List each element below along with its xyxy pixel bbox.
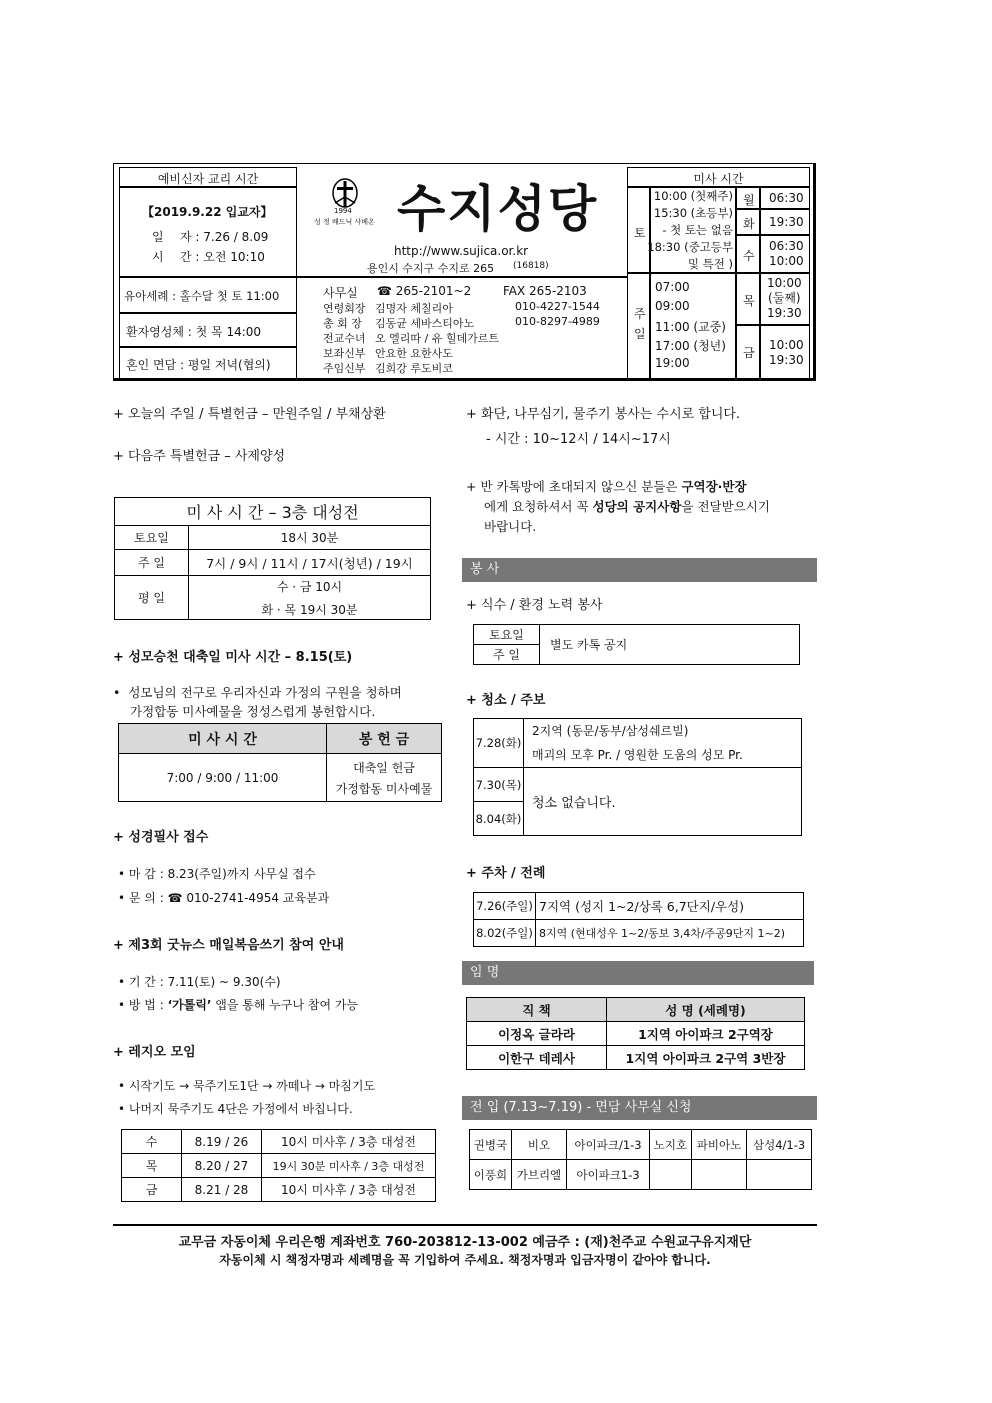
saturday-time: 및 특전 ) (687, 257, 733, 271)
legio-bullet: • 시작기도 → 묵주기도1단 → 까떼나 → 마침기도 (118, 1079, 376, 1093)
bible-inquiry: • 문 의 : ☎ 010-2741-4954 교육분과 (118, 891, 330, 905)
kakao-text: + 반 카톡방에 초대되지 않으신 분들은 (466, 479, 682, 494)
meal-note: 별도 카톡 공지 (540, 625, 800, 665)
legio-day: 금 (122, 1178, 182, 1202)
saturday-time: - 첫 토는 없음 (662, 223, 733, 237)
catechism-time: 간 : 오전 10:10 (180, 250, 265, 264)
legio-dates: 8.19 / 26 (182, 1130, 262, 1154)
staff-phone: 010-8297-4989 (515, 315, 600, 328)
kakao-line-2 (484, 497, 770, 515)
sunday-times-box (650, 273, 736, 379)
transfer-cell: 아이파크1-3 (567, 1160, 650, 1190)
transfer-cell: 파비아노 (691, 1130, 746, 1160)
mass-schedule-title: 미 사 시 간 – 3층 대성전 (115, 498, 431, 526)
mass-day-value: 18시 30분 (189, 526, 431, 550)
transfer-cell: 삼성4/1-3 (747, 1130, 812, 1160)
cleaning-date: 7.30(목) (474, 768, 524, 802)
transfer-cell (747, 1160, 812, 1190)
weekday-time: 10:00 19:30 (769, 338, 804, 367)
weekday-label: 화 (743, 217, 755, 231)
mass-schedule-table (114, 497, 431, 620)
goodnews-method-pre: • 방 법 : (118, 998, 168, 1012)
staff-role: 전교수녀 (323, 332, 366, 345)
weekday-label-box (736, 187, 760, 209)
weekday-time: 10:00 (둘째) 19:30 (767, 276, 802, 320)
parking-detail: 8지역 (현대성우 1~2/동보 3,4차/주공9단지 1~2) (536, 920, 804, 947)
weekday-time: 06:30 (769, 191, 804, 205)
staff-role: 총 회 장 (323, 317, 362, 330)
saturday-times-box (647, 187, 736, 273)
footer-line-1: 교무금 자동이체 우리은행 계좌번호 760-203812-13-002 예금주 : (재)천주교 수원교구유지재단 (178, 1235, 752, 1250)
kakao-bold: 성당의 공지사항 (592, 499, 682, 514)
transfer-cell: 이풍희 (470, 1160, 512, 1190)
assumption-table (118, 723, 442, 802)
mass-weekday-line: 수 · 금 10시 (276, 579, 343, 594)
meal-day: 토요일 (474, 625, 540, 645)
weekday-time: 06:30 10:00 (769, 239, 804, 268)
transfer-table (469, 1129, 812, 1190)
footer-divider (113, 1224, 817, 1226)
weekday-time-box (760, 273, 810, 325)
logo-caption: 성 정 배드닉 사베온 (314, 218, 375, 226)
cleaning-heading: + 청소 / 주보 (466, 693, 546, 708)
meal-heading: + 식수 / 환경 노력 봉사 (466, 598, 603, 613)
sunday-time: 09:00 (655, 299, 690, 313)
transfer-cell: 노지호 (650, 1130, 692, 1160)
bullet-icon: • (113, 685, 121, 700)
cleaning-table (473, 718, 802, 836)
assumption-text: 성모님의 전구로 우리자신과 가정의 구원을 청하며 (128, 685, 402, 700)
office-label: 사무실 (323, 286, 358, 300)
weekday-time-box (760, 235, 810, 273)
office-phone: ☎ 265-2101~2 (377, 284, 472, 298)
meal-day: 주 일 (474, 645, 540, 665)
weekday-time: 19:30 (769, 215, 804, 229)
catechism-info-box (119, 187, 297, 277)
goodnews-heading: + 제3회 굿뉴스 매일복음쓰기 참여 안내 (113, 938, 344, 953)
goodnews-period: • 기 간 : 7.11(토) ~ 9.30(수) (118, 975, 281, 989)
website-link[interactable]: http://www.sujica.or.kr (394, 244, 529, 258)
weekday-label: 금 (743, 346, 755, 360)
assumption-heading: + 성모승천 대축일 미사 시간 – 8.15(토) (113, 650, 353, 665)
legio-dates: 8.21 / 28 (182, 1178, 262, 1202)
cleaning-detail: 매괴의 모후 Pr. / 영원한 도움의 성모 Pr. (532, 748, 743, 762)
mass-day-label: 주 일 (115, 550, 189, 576)
bible-heading: + 성경필사 접수 (113, 830, 209, 845)
cleaning-detail-cell (524, 719, 802, 768)
notice-offering-next: + 다음주 특별헌금 – 사제양성 (113, 449, 286, 464)
catechism-time-label: 시 (152, 250, 164, 264)
staff-role: 보좌신부 (323, 347, 366, 360)
goodnews-method-post: 앱을 통해 누구나 참여 가능 (211, 998, 359, 1012)
transfer-cell: 권병국 (470, 1130, 512, 1160)
weekday-label: 목 (743, 294, 755, 308)
staff-name: 안요한 요한사도 (375, 347, 453, 360)
saturday-time: 15:30 (초등부) (653, 206, 733, 220)
catechism-period-label: 일 (152, 230, 164, 244)
weekday-time-box (760, 209, 810, 235)
appointment-col: 성 명 (세례명) (607, 998, 805, 1022)
catechism-title: 예비신자 교리 시간 (157, 172, 259, 186)
sick-communion: 환자영성체 : 첫 목 14:00 (126, 325, 262, 339)
parking-detail: 7지역 (성지 1~2/상록 6,7단지/우성) (536, 893, 804, 920)
sunday-label-box (627, 273, 650, 379)
assumption-text-2: 가정합동 미사예물을 정성스럽게 봉헌합시다. (130, 704, 376, 719)
mass-day-label: 토요일 (115, 526, 189, 550)
mass-day-label: 평 일 (115, 576, 189, 620)
staff-name: 김희강 루도비코 (375, 362, 453, 375)
assumption-col-times: 미 사 시 간 (119, 724, 327, 754)
assumption-times: 7:00 / 9:00 / 11:00 (119, 754, 327, 802)
sick-communion-box (119, 313, 297, 347)
parking-table (473, 892, 804, 947)
mass-weekday-line: 화 · 목 19시 30분 (261, 602, 358, 617)
sunday-label: 주 일 (634, 307, 646, 341)
legio-day: 목 (122, 1154, 182, 1178)
weekday-label-box (736, 209, 760, 235)
saturday-label-box (627, 187, 650, 273)
mass-day-value: 7시 / 9시 / 11시 / 17시(청년) / 19시 (189, 550, 431, 576)
goodnews-method-app: ‘가톨릭’ (167, 998, 212, 1012)
transfer-cell: 아이파크/1-3 (567, 1130, 650, 1160)
marriage-box (119, 347, 297, 379)
staff-phone: 010-4227-1544 (515, 300, 600, 313)
cleaning-date: 8.04(화) (474, 802, 524, 836)
appointee-name: 이정옥 글라라 (467, 1022, 607, 1046)
sunday-time: 07:00 (655, 280, 690, 294)
mass-title-box (627, 167, 810, 187)
weekday-label-box (736, 325, 760, 379)
appointment-section-bar: 임 명 (462, 961, 814, 985)
address: 용인시 수지구 수지로 265 (367, 262, 495, 275)
staff-name: 오 엘리따 / 유 힐데가르트 (375, 332, 499, 345)
mass-weekday-cell (189, 576, 431, 620)
legio-table (121, 1129, 436, 1202)
logo-year: 1994 (334, 207, 352, 215)
notice-offering-today: + 오늘의 주일 / 특별헌금 – 만원주일 / 부채상환 (113, 407, 386, 422)
appointee-role: 1지역 아이파크 2구역장 (607, 1022, 805, 1046)
catechism-period: 자 : 7.26 / 8.09 (180, 230, 269, 244)
infant-baptism-box (119, 277, 297, 313)
infant-baptism: 유아세례 : 홀수달 첫 토 11:00 (124, 289, 280, 303)
saturday-time: 18:30 (중고등부 (647, 240, 733, 254)
flower-notice: + 화단, 나무심기, 물주기 봉사는 수시로 합니다. (466, 407, 741, 422)
kakao-bold: 구역장·반장 (681, 479, 747, 494)
catechism-title-box (119, 167, 297, 187)
sunday-time: 11:00 (교중) (655, 320, 726, 334)
weekday-label-box (736, 235, 760, 273)
staff-role: 연령회장 (323, 302, 366, 315)
church-name: 수지성당 (397, 180, 599, 238)
office-box (297, 277, 627, 379)
flower-time: - 시간 : 10~12시 / 14시~17시 (486, 432, 671, 447)
transfer-cell (650, 1160, 692, 1190)
cleaning-detail: 2지역 (동문/동부/삼성쉐르빌) (532, 724, 689, 738)
legio-place: 19시 30분 미사후 / 3층 대성전 (262, 1154, 436, 1178)
saturday-label: 토 (634, 226, 646, 240)
staff-name: 김명자 체칠리아 (375, 302, 453, 315)
kakao-line-3: 바랍니다. (484, 519, 537, 534)
assumption-offering-cell (327, 754, 442, 802)
legio-place: 10시 미사후 / 3층 대성전 (262, 1178, 436, 1202)
postal-code: (16818) (513, 261, 549, 271)
kakao-text: 을 전달받으시기 (681, 499, 770, 514)
legio-place: 10시 미사후 / 3층 대성전 (262, 1130, 436, 1154)
marriage: 혼인 면담 : 평일 저녁(협의) (126, 358, 271, 372)
transfer-cell: 가브리엘 (511, 1160, 566, 1190)
weekday-label: 수 (743, 249, 755, 263)
transfer-cell (691, 1160, 746, 1190)
appointment-table (466, 997, 805, 1070)
staff-role: 주임신부 (323, 362, 366, 375)
parking-heading: + 주차 / 전례 (466, 866, 546, 881)
office-fax: FAX 265-2103 (503, 284, 587, 298)
mass-title: 미사 시간 (693, 172, 744, 186)
bulletin-header (113, 163, 816, 381)
appointee-role: 1지역 아이파크 2구역 3반장 (607, 1046, 805, 1070)
sunday-time: 19:00 (655, 356, 690, 370)
cleaning-date: 7.28(화) (474, 719, 524, 768)
assumption-col-offering: 봉 헌 금 (327, 724, 442, 754)
legio-dates: 8.20 / 27 (182, 1154, 262, 1178)
transfer-section-bar: 전 입 (7.13~7.19) - 면담 사무실 신청 (462, 1096, 817, 1120)
sunday-time: 17:00 (청년) (655, 339, 726, 353)
saturday-time: 10:00 (첫째주) (653, 189, 733, 203)
weekday-label: 월 (743, 193, 755, 207)
parking-date: 8.02(주일) (474, 920, 536, 947)
appointment-col: 직 책 (467, 998, 607, 1022)
goodnews-method (118, 996, 358, 1013)
assumption-offering: 대축일 헌금 (353, 760, 415, 775)
staff-name: 김동균 세바스티아노 (375, 317, 475, 330)
weekday-time-box (760, 325, 810, 379)
footer-line-2: 자동이체 시 책정자명과 세례명을 꼭 기입하여 주세요. 책정자명과 입금자명이 같아야 합니다. (219, 1253, 711, 1267)
appointee-name: 이한구 데레사 (467, 1046, 607, 1070)
catechism-date: 【2019.9.22 입교자】 (142, 205, 273, 219)
weekday-label-box (736, 273, 760, 325)
legio-bullet: • 나머지 묵주기도 4단은 가정에서 바칩니다. (118, 1102, 353, 1116)
meal-table (473, 624, 800, 665)
assumption-offering: 가정합동 미사예물 (335, 781, 433, 796)
cleaning-none: 청소 없습니다. (524, 768, 802, 836)
parking-date: 7.26(주일) (474, 893, 536, 920)
assumption-bullet (113, 683, 402, 701)
transfer-cell: 비오 (511, 1130, 566, 1160)
church-title-box (297, 167, 627, 277)
bible-deadline: • 마 감 : 8.23(주일)까지 사무실 접수 (118, 867, 316, 881)
legio-heading: + 레지오 모임 (113, 1045, 196, 1060)
kakao-line-1 (466, 477, 747, 495)
legio-day: 수 (122, 1130, 182, 1154)
kakao-text: 에게 요청하셔서 꼭 (484, 499, 593, 514)
service-section-bar: 봉 사 (462, 558, 817, 582)
weekday-time-box (760, 187, 810, 209)
